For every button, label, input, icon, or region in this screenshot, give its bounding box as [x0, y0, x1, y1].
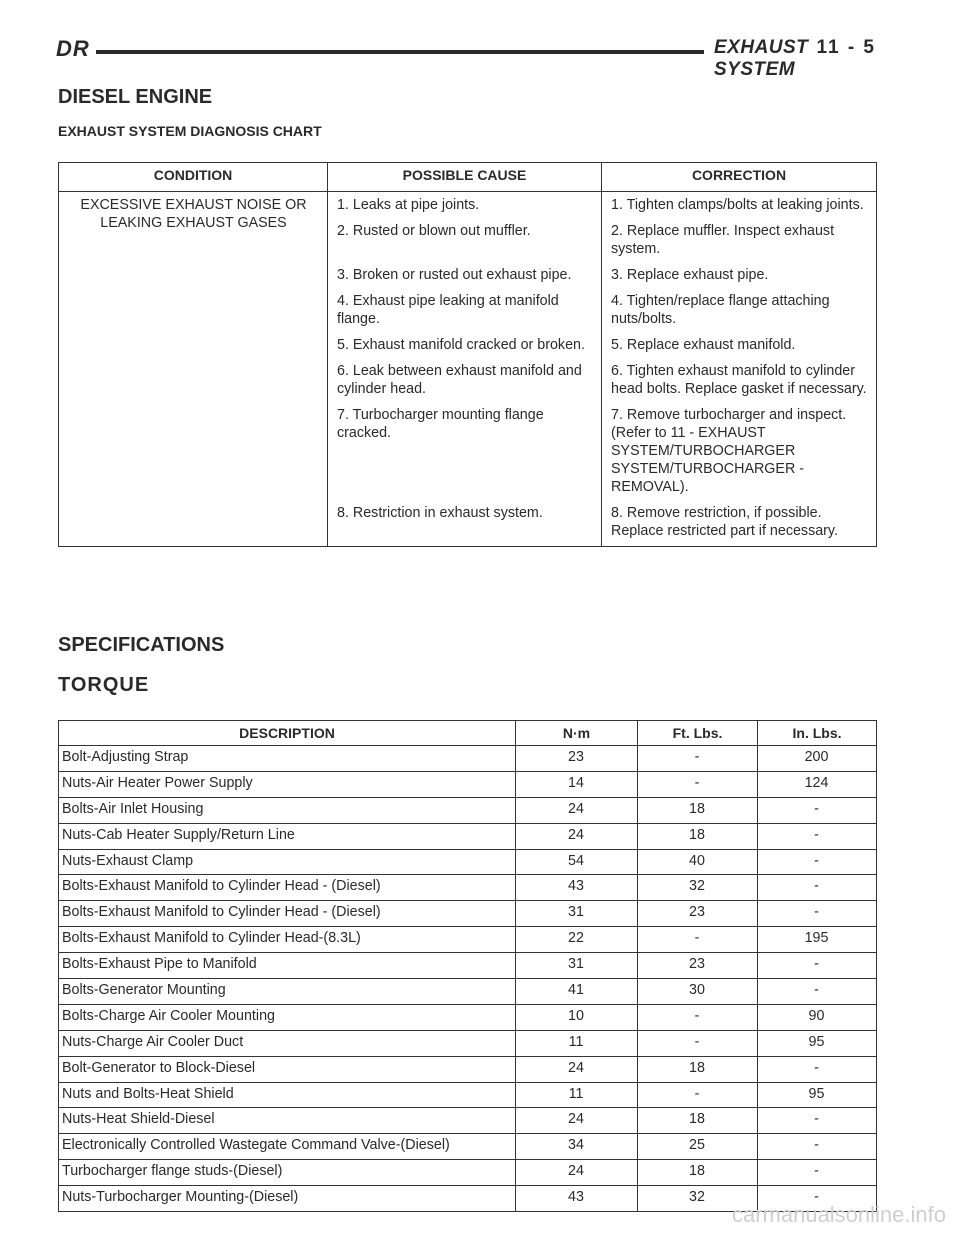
value-cell: -: [758, 1134, 877, 1160]
column-header: POSSIBLE CAUSE: [328, 163, 602, 192]
value-cell: 18: [638, 1056, 758, 1082]
value-cell: 32: [638, 875, 758, 901]
value-cell: -: [758, 901, 877, 927]
value-cell: 24: [516, 1160, 638, 1186]
description-cell: Electronically Controlled Wastegate Command Valve-(Diesel): [59, 1134, 516, 1160]
table-row: [59, 1160, 877, 1186]
value-cell: 40: [638, 849, 758, 875]
table-row: [59, 1030, 877, 1056]
correction-cell: 3. Replace exhaust pipe.: [602, 262, 877, 288]
table-row: [59, 192, 877, 219]
cause-cell: 1. Leaks at pipe joints.: [328, 192, 602, 219]
cause-cell: 4. Exhaust pipe leaking at manifold flange.: [328, 288, 602, 332]
value-cell: 25: [638, 1134, 758, 1160]
value-cell: -: [758, 1108, 877, 1134]
diagnosis-table: [58, 162, 877, 547]
value-cell: -: [758, 797, 877, 823]
value-cell: 30: [638, 979, 758, 1005]
description-cell: Nuts and Bolts-Heat Shield: [59, 1082, 516, 1108]
value-cell: 18: [638, 1108, 758, 1134]
description-cell: Bolts-Air Inlet Housing: [59, 797, 516, 823]
description-cell: Turbocharger flange studs-(Diesel): [59, 1160, 516, 1186]
value-cell: 23: [638, 953, 758, 979]
value-cell: 11: [516, 1082, 638, 1108]
correction-cell: 1. Tighten clamps/bolts at leaking joints.: [602, 192, 877, 219]
value-cell: 14: [516, 771, 638, 797]
value-cell: -: [758, 823, 877, 849]
table-row: [59, 771, 877, 797]
correction-cell: 5. Replace exhaust manifold.: [602, 332, 877, 358]
description-cell: Bolts-Exhaust Pipe to Manifold: [59, 953, 516, 979]
value-cell: -: [758, 875, 877, 901]
value-cell: 90: [758, 1004, 877, 1030]
correction-cell: 2. Replace muffler. Inspect exhaust system.: [602, 218, 877, 262]
value-cell: -: [758, 1186, 877, 1212]
value-cell: -: [758, 953, 877, 979]
description-cell: Nuts-Heat Shield-Diesel: [59, 1108, 516, 1134]
column-header: CORRECTION: [602, 163, 877, 192]
value-cell: 11: [516, 1030, 638, 1056]
table-row: [59, 875, 877, 901]
table-row: [59, 797, 877, 823]
column-header: In. Lbs.: [758, 721, 877, 746]
table-row: [59, 901, 877, 927]
column-header: N·m: [516, 721, 638, 746]
description-cell: Nuts-Air Heater Power Supply: [59, 771, 516, 797]
cause-cell: 5. Exhaust manifold cracked or broken.: [328, 332, 602, 358]
table-row: [59, 1004, 877, 1030]
table-row: [59, 1056, 877, 1082]
column-header: DESCRIPTION: [59, 721, 516, 746]
description-cell: Nuts-Cab Heater Supply/Return Line: [59, 823, 516, 849]
value-cell: 95: [758, 1082, 877, 1108]
column-header: CONDITION: [59, 163, 328, 192]
correction-cell: 7. Remove turbocharger and inspect. (Refer to 11 - EXHAUST SYSTEM/TURBOCHARGER SYSTEM/TURBOCHARGER - REMOVAL).: [602, 402, 877, 500]
description-cell: Bolt-Generator to Block-Diesel: [59, 1056, 516, 1082]
value-cell: 18: [638, 823, 758, 849]
value-cell: -: [638, 1004, 758, 1030]
value-cell: 24: [516, 1056, 638, 1082]
value-cell: 200: [758, 746, 877, 772]
value-cell: -: [758, 979, 877, 1005]
description-cell: Nuts-Charge Air Cooler Duct: [59, 1030, 516, 1056]
description-cell: Bolts-Exhaust Manifold to Cylinder Head - (Diesel): [59, 875, 516, 901]
value-cell: 24: [516, 1108, 638, 1134]
torque-heading: TORQUE: [58, 674, 150, 696]
value-cell: 32: [638, 1186, 758, 1212]
condition-cell: EXCESSIVE EXHAUST NOISE OR LEAKING EXHAUST GASES: [59, 192, 328, 547]
value-cell: 31: [516, 901, 638, 927]
cause-cell: 3. Broken or rusted out exhaust pipe.: [328, 262, 602, 288]
diagnosis-header-row: [59, 163, 877, 192]
table-row: [59, 823, 877, 849]
value-cell: 23: [638, 901, 758, 927]
description-cell: Bolts-Exhaust Manifold to Cylinder Head-(8.3L): [59, 927, 516, 953]
description-cell: Bolt-Adjusting Strap: [59, 746, 516, 772]
cause-cell: 8. Restriction in exhaust system.: [328, 500, 602, 547]
value-cell: 41: [516, 979, 638, 1005]
value-cell: -: [638, 746, 758, 772]
page-title: DIESEL ENGINE: [58, 86, 213, 108]
value-cell: 18: [638, 797, 758, 823]
table-row: [59, 1108, 877, 1134]
value-cell: -: [758, 1056, 877, 1082]
section-title: EXHAUST SYSTEM: [714, 37, 809, 80]
value-cell: 95: [758, 1030, 877, 1056]
model-code: DR: [56, 36, 90, 61]
value-cell: 43: [516, 1186, 638, 1212]
value-cell: 24: [516, 797, 638, 823]
value-cell: -: [638, 927, 758, 953]
value-cell: 18: [638, 1160, 758, 1186]
cause-cell: 6. Leak between exhaust manifold and cylinder head.: [328, 358, 602, 402]
value-cell: -: [638, 1082, 758, 1108]
description-cell: Bolts-Exhaust Manifold to Cylinder Head - (Diesel): [59, 901, 516, 927]
value-cell: -: [758, 849, 877, 875]
correction-cell: 8. Remove restriction, if possible. Replace restricted part if necessary.: [602, 500, 877, 547]
table-row: [59, 1082, 877, 1108]
torque-header-row: [59, 721, 877, 746]
value-cell: -: [638, 1030, 758, 1056]
description-cell: Nuts-Exhaust Clamp: [59, 849, 516, 875]
correction-cell: 4. Tighten/replace flange attaching nuts/bolts.: [602, 288, 877, 332]
description-cell: Nuts-Turbocharger Mounting-(Diesel): [59, 1186, 516, 1212]
table-row: [59, 979, 877, 1005]
value-cell: -: [638, 771, 758, 797]
value-cell: 54: [516, 849, 638, 875]
correction-cell: 6. Tighten exhaust manifold to cylinder head bolts. Replace gasket if necessary.: [602, 358, 877, 402]
watermark: carmanualsonline.info: [731, 1202, 946, 1227]
value-cell: 23: [516, 746, 638, 772]
table-row: [59, 953, 877, 979]
page-header: [56, 28, 876, 80]
table-row: [59, 1134, 877, 1160]
value-cell: 10: [516, 1004, 638, 1030]
table-row: [59, 746, 877, 772]
cause-cell: 2. Rusted or blown out muffler.: [328, 218, 602, 262]
description-cell: Bolts-Charge Air Cooler Mounting: [59, 1004, 516, 1030]
cause-cell: 7. Turbocharger mounting flange cracked.: [328, 402, 602, 500]
description-cell: Bolts-Generator Mounting: [59, 979, 516, 1005]
page-number: 11 - 5: [816, 37, 876, 58]
table-row: [59, 927, 877, 953]
value-cell: 24: [516, 823, 638, 849]
value-cell: -: [758, 1160, 877, 1186]
value-cell: 195: [758, 927, 877, 953]
torque-table: [58, 720, 877, 1212]
value-cell: 43: [516, 875, 638, 901]
value-cell: 34: [516, 1134, 638, 1160]
value-cell: 31: [516, 953, 638, 979]
table-row: [59, 849, 877, 875]
specifications-heading: SPECIFICATIONS: [58, 634, 225, 656]
chart-title: EXHAUST SYSTEM DIAGNOSIS CHART: [58, 123, 322, 139]
value-cell: 124: [758, 771, 877, 797]
header-rule: [96, 50, 704, 54]
column-header: Ft. Lbs.: [638, 721, 758, 746]
value-cell: 22: [516, 927, 638, 953]
